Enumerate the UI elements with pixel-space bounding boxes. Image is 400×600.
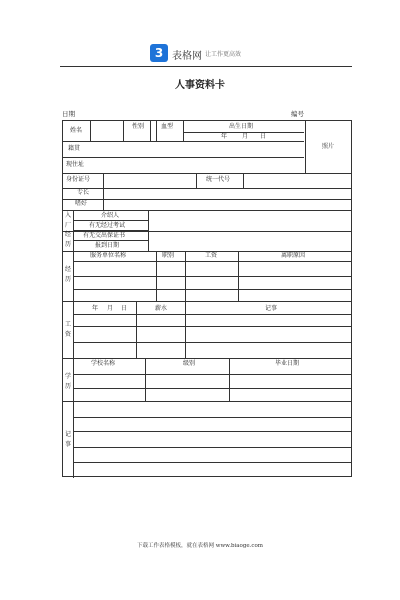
name-label: 姓名 [70,127,83,134]
page-title: 人事资料卡 [175,80,225,91]
col-line [156,121,157,141]
education-header-graduation: 毕业日期 [275,360,300,367]
row-line [73,230,148,231]
specialty-label: 专长 [77,189,90,196]
row-line [73,417,351,418]
row-line [63,173,351,174]
footer-text: 下载工作表格模板，就在表格网 www.biaoge.com [137,543,263,549]
row-line [73,314,351,315]
col-line [148,210,149,251]
header-rule [60,66,352,67]
blood-type-label: 血型 [161,123,174,130]
row-line [73,431,351,432]
row-line [73,326,351,327]
education-header-school: 学校名称 [91,360,116,367]
experience-header-leave-reason: 离职原因 [281,252,306,259]
education-header-level: 级别 [183,360,196,367]
col-line [150,121,151,141]
row-line [73,276,351,277]
guarantee-label: 有无交出保证书 [83,232,126,239]
row-line [73,388,351,389]
row-line [63,301,351,302]
row-line [63,141,304,142]
col-line [185,301,186,358]
birth-year-label: 年 [221,133,228,140]
wage-header-month: 月 [107,305,114,312]
col-line [123,121,124,141]
wage-header-day: 日 [121,305,128,312]
brand-slogan: 让工作更高效 [205,51,242,58]
col-line [238,251,239,301]
row-line [63,210,351,211]
row-line [73,374,351,375]
experience-header-salary: 工资 [205,252,218,259]
brand-logo-icon: 3 [150,44,168,62]
hobby-label: 嗜好 [75,200,88,207]
col-line [103,173,104,210]
row-line [73,220,148,221]
experience-header-company: 服务单位名称 [90,252,127,259]
notes-section-label: 记 事 [64,431,71,448]
gender-label: 性别 [132,123,145,130]
col-line [183,121,184,141]
exam-label: 有无经过考试 [89,222,126,229]
col-line [305,121,306,173]
row-line [63,401,351,402]
row-line [63,358,351,359]
col-line [185,251,186,301]
experience-section-label: 经 历 [64,266,71,283]
row-line [73,447,351,448]
personnel-form-table [62,120,352,477]
row-line [73,261,351,262]
row-line [73,289,351,290]
education-section-label: 学 历 [64,373,71,390]
wage-header-year: 年 [92,305,99,312]
row-line [73,462,351,463]
entry-section-label: 入 厂 经 历 [64,212,71,248]
col-line [136,301,137,358]
photo-label: 照片 [322,143,335,150]
wage-header-notes: 记事 [265,305,278,312]
experience-header-position: 职别 [162,252,175,259]
col-line [243,173,244,188]
row-line [63,199,351,200]
id-number-label: 身份证号 [66,176,91,183]
col-line [196,173,197,188]
row-line [63,188,351,189]
address-label: 现住址 [66,161,85,168]
col-line [145,358,146,401]
birth-date-label: 出生日期 [229,123,254,130]
wage-section-label: 工 资 [64,321,71,338]
date-label: 日期 [62,110,75,118]
native-place-label: 籍贯 [68,145,81,152]
col-line [156,251,157,301]
report-date-label: 报到日期 [95,242,120,249]
unified-code-label: 统一代号 [206,176,231,183]
row-line [63,157,304,158]
row-line [73,342,351,343]
col-line [229,358,230,401]
number-label: 编号 [291,110,304,118]
birth-month-label: 月 [242,133,249,140]
wage-header-pay: 薪水 [155,305,168,312]
birth-day-label: 日 [260,133,267,140]
brand-name: 表格网 [172,51,202,62]
row-line [73,240,148,241]
col-line [90,121,91,141]
introducer-label: 介绍人 [101,212,120,219]
